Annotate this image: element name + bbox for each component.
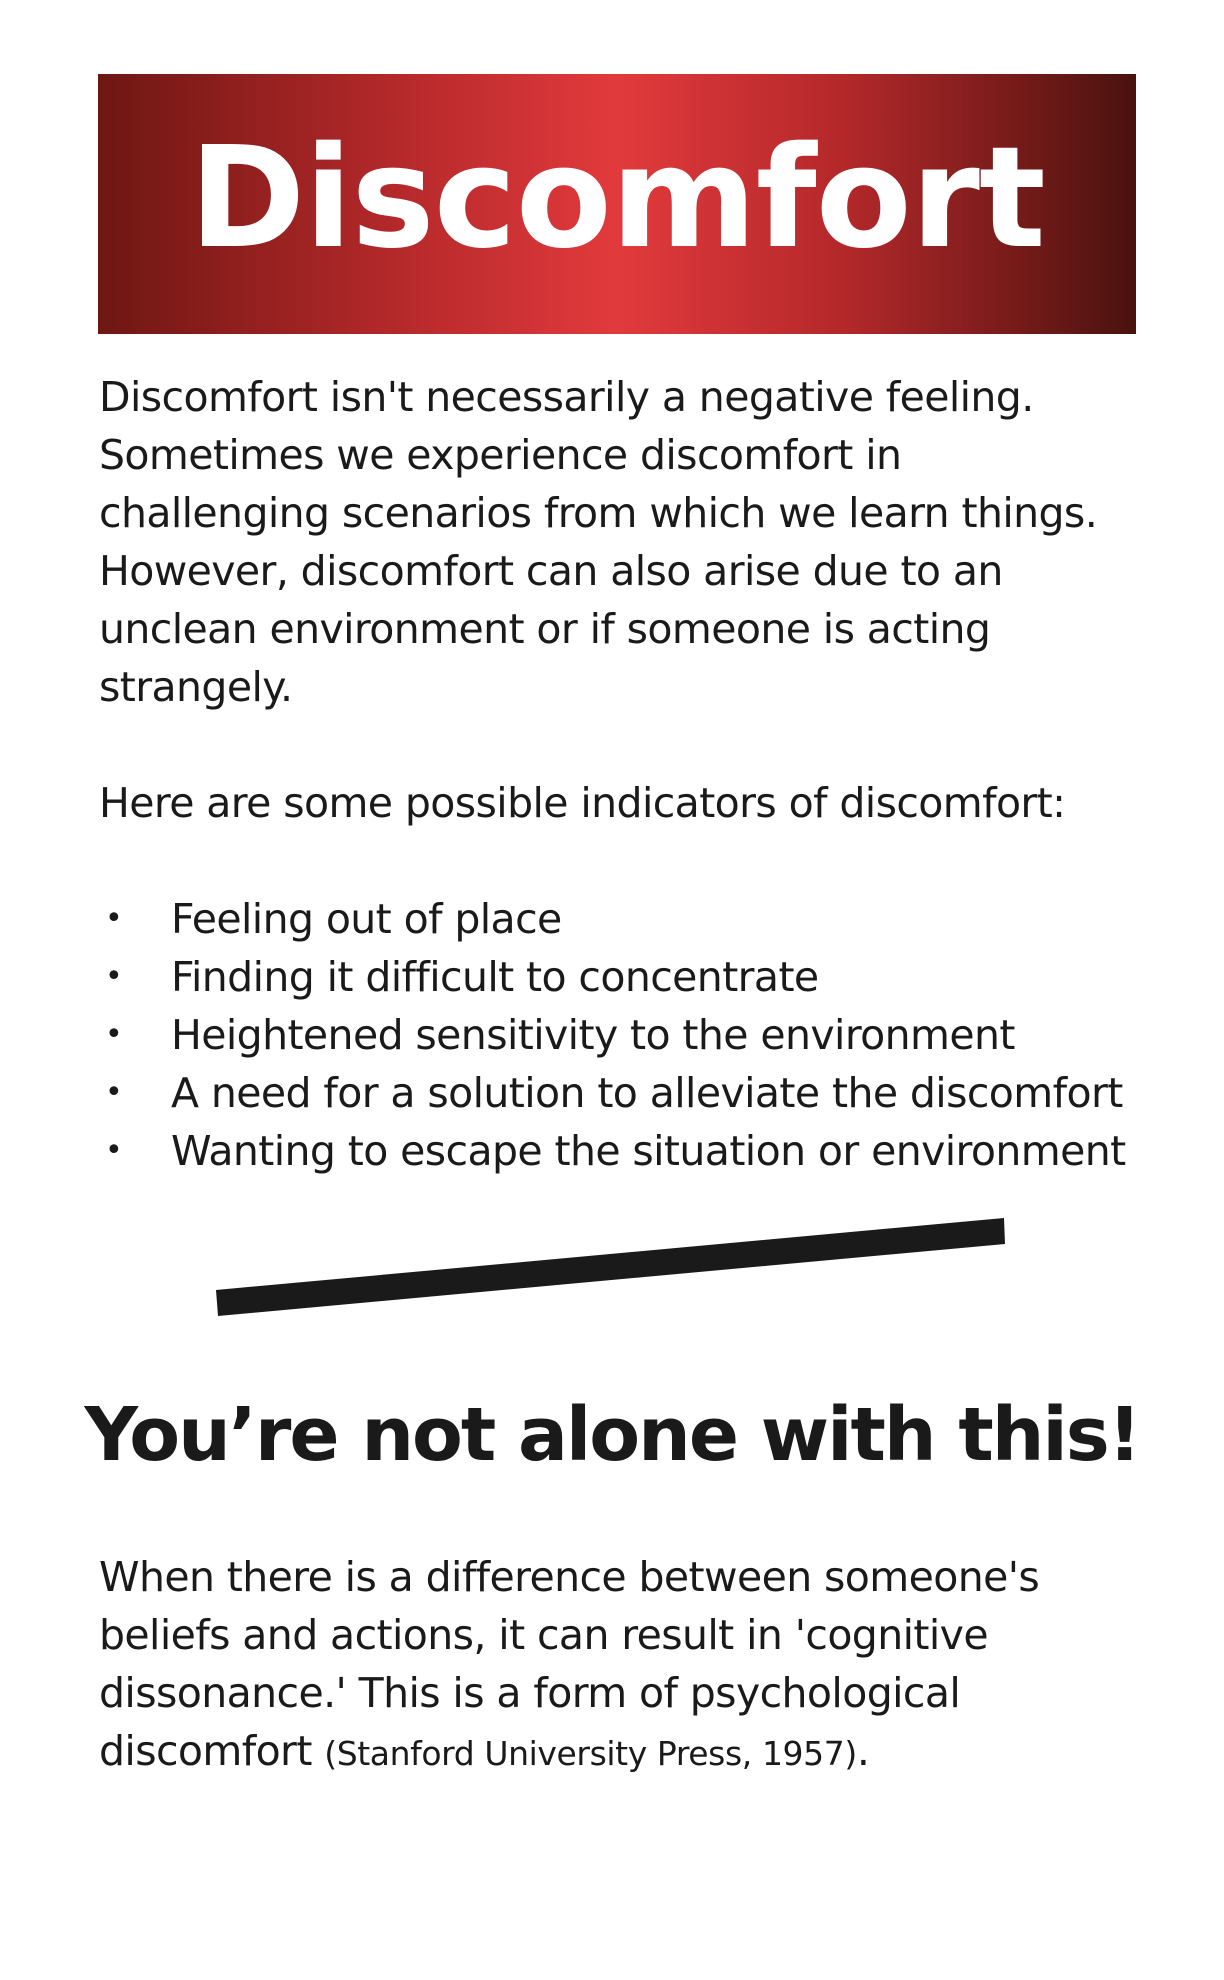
subheading: You’re not alone with this! xyxy=(84,1392,1140,1478)
intro-line: However, discomfort can also arise due to an xyxy=(99,547,1003,595)
indicators-list xyxy=(99,890,1139,1180)
intro-paragraph xyxy=(99,368,1139,716)
divider-line xyxy=(216,1218,1005,1316)
bullet-icon: • xyxy=(105,1017,123,1052)
bullet-icon: • xyxy=(105,1075,123,1110)
page-title: Discomfort xyxy=(189,117,1045,280)
intro-line: Discomfort isn't necessarily a negative feeling. xyxy=(99,373,1034,421)
list-item-text: Feeling out of place xyxy=(171,895,562,943)
list-item xyxy=(99,1122,1139,1180)
list-item-text: Wanting to escape the situation or environment xyxy=(171,1127,1126,1175)
list-item-text: A need for a solution to alleviate the discomfort xyxy=(171,1069,1123,1117)
intro-line: challenging scenarios from which we learn things. xyxy=(99,489,1098,537)
list-item xyxy=(99,948,1139,1006)
list-item xyxy=(99,1064,1139,1122)
title-banner xyxy=(98,74,1136,334)
intro-line: Sometimes we experience discomfort in xyxy=(99,431,902,479)
citation: (Stanford University Press, 1957) xyxy=(324,1734,857,1773)
closing-line: beliefs and actions, it can result in 'cognitive xyxy=(99,1611,988,1659)
intro-line: unclean environment or if someone is acting xyxy=(99,605,991,653)
closing-line-last xyxy=(99,1722,1159,1783)
indicators-lead: Here are some possible indicators of discomfort: xyxy=(99,779,1066,827)
list-item xyxy=(99,890,1139,948)
list-item xyxy=(99,1006,1139,1064)
closing-line: When there is a difference between someone's xyxy=(99,1553,1040,1601)
closing-period: . xyxy=(856,1727,870,1775)
bullet-icon: • xyxy=(105,959,123,994)
bullet-icon: • xyxy=(105,1133,123,1168)
bullet-icon: • xyxy=(105,901,123,936)
list-item-text: Heightened sensitivity to the environment xyxy=(171,1011,1015,1059)
closing-paragraph xyxy=(99,1548,1159,1783)
list-item-text: Finding it difficult to concentrate xyxy=(171,953,819,1001)
intro-line: strangely. xyxy=(99,663,293,711)
closing-line: dissonance.' This is a form of psychological xyxy=(99,1669,961,1717)
closing-last-text: discomfort xyxy=(99,1727,325,1775)
main-content xyxy=(99,368,1139,1180)
